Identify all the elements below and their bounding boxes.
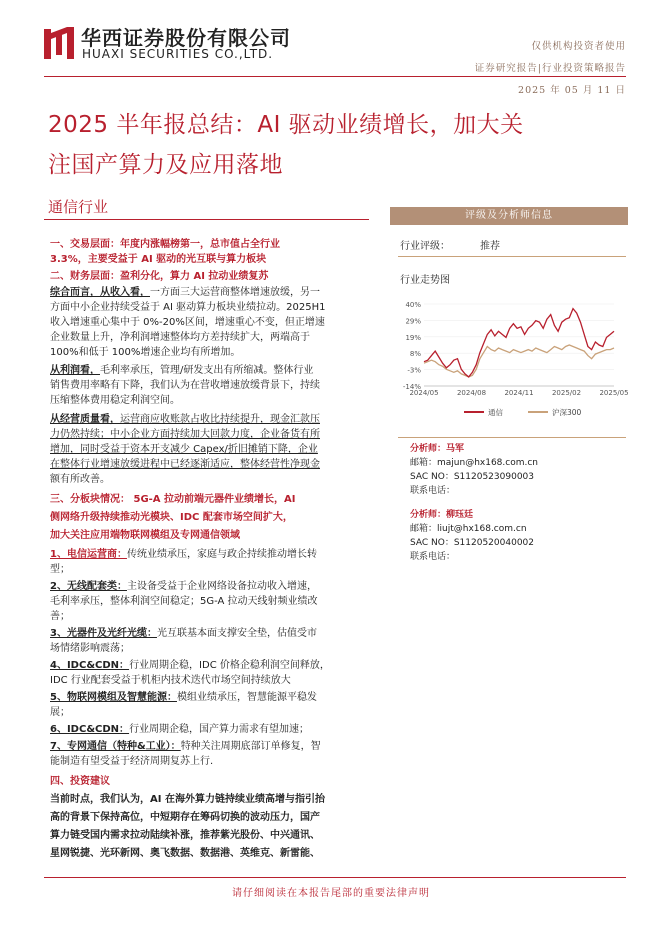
paragraph-text: 压缩整体费用稳定利润空间。 (50, 395, 180, 406)
chart-y-tick-label: 40% (405, 301, 421, 309)
list-item (50, 690, 317, 705)
paragraph-text: 毛利率承压，管理/研发支出有所缩减。整体行业 (100, 365, 314, 376)
paragraph-text: 方面中小企业持续受益于 AI 驱动算力板块业绩拉动。2025H1 (50, 302, 326, 313)
list-item-lead: 4、IDC&CDN： (50, 660, 130, 671)
report-type: 证券研究报告|行业投资策略报告 (474, 63, 626, 74)
analyst-1 (410, 442, 538, 498)
paragraph-text: 在整体行业增速放缓进程中已经逐渐适应，整体经营性净现金 (50, 459, 320, 470)
paragraph-text: 一方面三大运营商整体增速放缓，另一 (150, 287, 320, 298)
list-item (50, 739, 321, 754)
list-item (50, 722, 309, 737)
industry-rating (400, 237, 500, 252)
paragraph-profit (50, 363, 313, 378)
rating-value: 推荐 (480, 241, 500, 252)
section1-heading-cont: 3.3%，主要受益于 AI 驱动的光互联与算力板块 (50, 254, 267, 265)
chart-legend-label: 通信 (488, 408, 503, 417)
section1-heading: 一、交易层面：年度内涨幅榜第一，总市值占全行业 (50, 239, 280, 250)
list-item-lead: 1、电信运营商： (50, 549, 127, 560)
paragraph-text: 收入增速重心集中于 0%-20%区间，增速重心不变，但正增速 (50, 317, 325, 328)
chart-x-tick-label: 2024/05 (409, 389, 439, 397)
header-divider (44, 76, 626, 77)
analyst-phone: 联系电话： (410, 552, 456, 562)
list-item (50, 626, 317, 641)
paragraph-text: 100%和低于 100%增速企业均有所增加。 (50, 347, 241, 358)
conclusion-text: 当前时点，我们认为，AI 在海外算力链持续业绩高增与指引抬 (50, 794, 325, 805)
list-item-text: 行业周期企稳，IDC 价格企稳利润空间释放， (129, 660, 330, 671)
rating-divider (398, 256, 626, 257)
list-item-lead: 3、光器件及光纤光缆： (50, 628, 157, 639)
list-item-text: 模组业绩承压，智慧能源平稳发 (176, 692, 317, 703)
list-item-text: 场情绪影响震荡； (50, 643, 130, 654)
paragraph-text: 力仍然持续；中小企业方面持续加大回款力度，企业备货有所 (50, 429, 320, 440)
footer-disclaimer: 请仔细阅读在本报告尾部的重要法律声明 (232, 888, 430, 899)
report-date: 2025 年 05 月 11 日 (518, 85, 626, 96)
list-item-text: IDC 行业配套受益于机柜内技术迭代市场空间持续放大 (50, 675, 291, 686)
analyst-email[interactable]: 邮箱：liujt@hx168.com.cn (410, 524, 527, 534)
paragraph-text: 运营商应收账款占收比持续提升，现金汇款压 (120, 414, 320, 425)
paragraph-lead: 从利润看， (50, 365, 100, 376)
report-title-line1: 2025 半年报总结：AI 驱动业绩增长，加大关 (48, 112, 524, 138)
paragraph-text: 增加，同时受益于资本开支减少 Capex/折旧摊销下降，企业 (50, 444, 318, 455)
analyst-name: 分析师：柳珏廷 (410, 510, 474, 520)
conclusion-text: 高的背景下保持高位，中短期存在筹码切换的波动压力，国产 (50, 812, 320, 823)
analyst-2 (410, 508, 534, 564)
company-logo (44, 27, 74, 59)
trend-chart-title: 行业走势图 (400, 275, 450, 286)
analyst-name: 分析师：马军 (410, 444, 465, 454)
analyst-email[interactable]: 邮箱：majun@hx168.com.cn (410, 458, 538, 468)
list-item (50, 547, 317, 562)
analyst-sac: SAC NO：S1120523090003 (410, 472, 534, 482)
footer-divider (44, 877, 626, 878)
list-item (50, 658, 330, 673)
section4-heading: 四、投资建议 (50, 776, 110, 787)
trend-chart (398, 294, 630, 424)
analyst-divider (398, 437, 626, 438)
list-item-text: 特种关注周期底部订单修复，智 (180, 741, 321, 752)
chart-y-tick-label: 19% (405, 333, 421, 342)
list-item-text: 能制造有望受益于经济周期复苏上行. (50, 756, 214, 767)
trend-chart-svg (398, 294, 630, 424)
chart-x-tick-label: 2024/11 (504, 389, 534, 397)
section3-heading-cont: 加大关注应用端物联网模组及专网通信领域 (50, 530, 240, 541)
list-item-text: 主设备受益于企业网络设备拉动收入增速， (126, 581, 317, 592)
list-item-text: 展； (50, 707, 70, 718)
company-name-en: HUAXI SECURITIES CO.,LTD. (82, 47, 274, 61)
conclusion-text: 算力链受国内需求拉动陆续补涨，推荐紫光股份、中兴通讯、 (50, 830, 320, 841)
list-item-text: 行业周期企稳，国产算力需求有望加速； (129, 724, 310, 735)
section2-heading: 二、财务层面：盈利分化，算力 AI 拉动业绩复苏 (50, 271, 269, 282)
paragraph-lead: 从经营质量看， (50, 414, 120, 425)
paragraph-lead: 综合而言，从收入看， (50, 287, 150, 298)
chart-y-tick-label: -3% (407, 366, 421, 375)
paragraph-revenue (50, 285, 320, 300)
audience-note: 仅供机构投资者使用 (531, 41, 626, 52)
list-item-lead: 6、IDC&CDN： (50, 724, 130, 735)
list-item-text: 型； (50, 564, 70, 575)
paragraph-quality (50, 412, 320, 427)
paragraph-text: 额有所改善。 (50, 474, 110, 485)
analyst-phone: 联系电话： (410, 486, 456, 496)
rating-box-title: 评级及分析师信息 (465, 210, 553, 221)
chart-y-tick-label: 29% (405, 317, 421, 326)
paragraph-text: 销售费用率略有下降，我们认为在营收增速放缓背景下，持续 (50, 380, 320, 391)
conclusion-text: 星网锐捷、光环新网、奥飞数据、数据港、英维克、新雷能、 (50, 848, 320, 859)
chart-x-tick-label: 2025/05 (599, 389, 629, 397)
industry-divider (44, 219, 369, 220)
chart-legend-label: 沪深300 (552, 408, 582, 417)
list-item-text: 光互联基本面支撑安全垫，估值受市 (156, 628, 317, 639)
chart-x-tick-label: 2024/08 (456, 389, 487, 397)
rating-label: 行业评级： (400, 241, 450, 252)
company-name-cn: 华西证券股份有限公司 (81, 26, 291, 50)
chart-y-tick-label: 8% (409, 350, 421, 359)
rating-box-header (390, 207, 628, 225)
chart-x-tick-label: 2025/02 (551, 389, 582, 397)
list-item-lead: 5、物联网模组及智慧能源： (50, 692, 177, 703)
chart-series-line (424, 309, 614, 377)
list-item-text: 善； (50, 611, 70, 622)
chart-y-tick-label: -14% (402, 383, 421, 391)
report-title-line2: 注国产算力及应用落地 (48, 152, 283, 178)
analyst-sac: SAC NO：S1120520040002 (410, 538, 534, 548)
list-item-text: 毛利率承压，整体利润空间稳定；5G-A 拉动天线射频业绩改 (50, 596, 318, 607)
list-item (50, 579, 317, 594)
list-item-lead: 7、专网通信（特种&工业）： (50, 741, 181, 752)
list-item-text: 传统业绩承压，家庭与政企持续推动增长转 (126, 549, 317, 560)
section3-heading-cont: 侧网络升级持续推动光模块、IDC 配套市场空间扩大， (50, 512, 293, 523)
industry-label: 通信行业 (48, 198, 109, 216)
section3-heading: 三、分板块情况： 5G-A 拉动前端元器件业绩增长，AI (50, 494, 296, 505)
paragraph-text: 企业数量上升，净利润增速整体均方差持续扩大，两端高于 (50, 332, 310, 343)
list-item-lead: 2、无线配套类： (50, 581, 127, 592)
